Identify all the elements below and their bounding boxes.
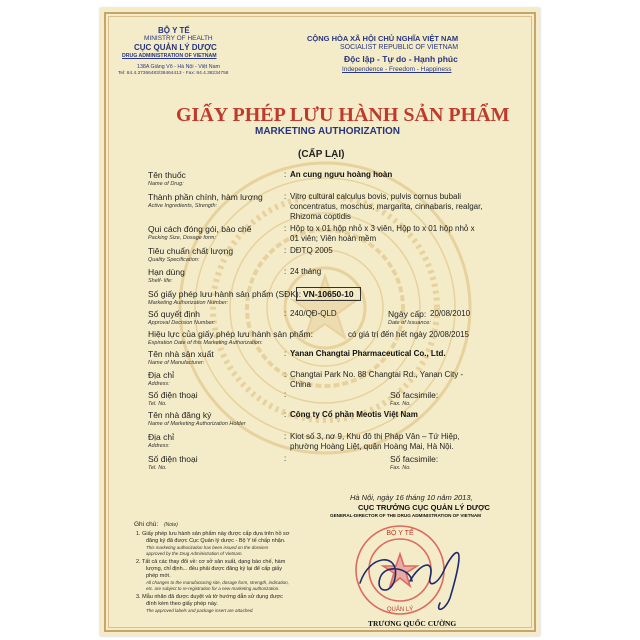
reg-number-value: VN-10650-10 (296, 287, 361, 301)
packing-value-line2: 01 viên; Viên hoàn mềm (290, 234, 377, 243)
republic-name-en: SOCIALIST REPUBLIC OF VIETNAM (340, 44, 459, 51)
packing-label: Qui cách đóng gói, bào chế (148, 224, 252, 234)
reissue-label: (CẤP LẠI) (298, 149, 345, 160)
reg-address-value-line2: phường Hoàng Liệt, quận Hoàng Mai, Hà Nội. (290, 442, 454, 451)
reg-number-label: Số giấy phép lưu hành sản phẩm (SĐK): (148, 289, 302, 299)
manufacturer-value: Yanan Changtai Pharmaceutical Co., Ltd. (290, 349, 446, 358)
reg-fax-sublabel: Fax. No. (390, 465, 411, 471)
quality-label: Tiêu chuẩn chất lượng (148, 246, 234, 256)
department-name-vn: CỤC QUẢN LÝ DƯỢC (134, 43, 217, 52)
note-2-en-line2: etc. are subject to re-registration for a new marketing authorization. (146, 586, 280, 591)
note-2-vn-line1: 2. Tất cả các thay đổi về: cơ sở sản xuất, dạng bào chế, hàm (136, 559, 286, 565)
drug-name-sublabel: Name of Drug: (148, 181, 184, 187)
reg-address-label: Địa chỉ (148, 432, 174, 442)
decision-sublabel: Approval Decision Number: (148, 320, 215, 326)
svg-text:QUẢN LÝ: QUẢN LÝ (386, 607, 414, 613)
note-1-en-line2: approved by the Drug Administration of Vietnam. (146, 551, 243, 556)
registrant-value: Công ty Cổ phần Meotis Việt Nam (290, 410, 418, 419)
validity-sublabel: Expiration Date of this Marketing Authorization: (148, 340, 263, 346)
ministry-name-vn: BỘ Y TẾ (158, 26, 190, 35)
mfr-phone-sublabel: Tel. No. (148, 401, 167, 407)
mfr-address-value-line2: China (290, 380, 311, 389)
mfr-phone-label: Số điện thoại (148, 390, 198, 400)
note-3-vn-line1: 3. Mẫu nhãn đã được duyệt và tờ hướng dẫn sử dụng được (136, 594, 283, 600)
ministry-address: 138A Giảng Võ - Hà Nội - Việt Nam (137, 64, 220, 70)
shelf-life-sublabel: Shelf- life: (148, 278, 173, 284)
ingredients-value-line2: concentratus, moschus, margarita, cinnabaris, realgar, (290, 202, 483, 211)
note-2-vn-line3: phép mới. (146, 573, 171, 579)
motto-en: Independence - Freedom - Happiness (342, 66, 452, 73)
note-1-en-line1: This marketing authorization has been issued on the dossiers (146, 545, 269, 550)
validity-label: Hiệu lực của giấy phép lưu hành sản phẩm: (148, 329, 313, 339)
ingredients-label: Thành phần chính, hàm lượng (148, 192, 263, 202)
ministry-name-en: MINISTRY OF HEALTH (144, 35, 213, 42)
signer-title-vn: CỤC TRƯỞNG CỤC QUẢN LÝ DƯỢC (358, 503, 490, 512)
notes-header: Ghi chú: (134, 521, 159, 528)
note-1-vn-line2: đăng ký đã được Cục Quản lý dược - Bộ Y tế chấp nhận. (146, 538, 286, 544)
note-1-vn-line1: 1. Giấy phép lưu hành sản phẩm này được cấp dựa trên hồ sơ (136, 531, 290, 537)
ministry-phone: Tel: 84.4.37366483/38464413 - Fax: 84.4.38234758 (118, 71, 229, 76)
issue-date-sublabel: Date of Issuance: (388, 320, 431, 326)
quality-value: DĐTQ 2005 (290, 246, 333, 255)
note-2-vn-line2: lượng, chỉ định... đều phải được đăng ký lại để cấp giấy (146, 566, 282, 572)
place-date: Hà Nội, ngày 16 tháng 10 năm 2013, (350, 493, 473, 502)
notes-header-sub: (Note) (164, 522, 178, 528)
reg-phone-label: Số điện thoại (148, 454, 198, 464)
mfr-address-sublabel: Address: (148, 381, 170, 387)
manufacturer-label: Tên nhà sản xuất (148, 349, 214, 359)
shelf-life-label: Hạn dùng (148, 267, 185, 277)
shelf-life-value: 24 tháng (290, 267, 322, 276)
mfr-fax-label: Số facsimile: (390, 390, 439, 400)
quality-sublabel: Quality Specification: (148, 257, 200, 263)
mfr-address-label: Địa chỉ (148, 370, 174, 380)
ingredients-value-line3: Rhizoma coptidis (290, 212, 351, 221)
packing-value-line1: Hộp to x 01 hộp nhỏ x 3 viên, Hộp to x 01 hộp nhỏ x (290, 224, 475, 233)
ingredients-sublabel: Active Ingredients, Strength: (148, 203, 218, 209)
note-3-en: The approved labels and package insert are attached. (146, 608, 254, 613)
republic-name-vn: CỘNG HÒA XÃ HỘI CHỦ NGHĨA VIỆT NAM (307, 34, 459, 43)
packing-sublabel: Packing Size, Dosage form: (148, 235, 216, 241)
drug-name-value: An cung ngưu hoàng hoàn (290, 170, 393, 179)
reg-phone-sublabel: Tel. No. (148, 465, 167, 471)
issue-date-value: 20/08/2010 (430, 309, 471, 318)
department-name-en: DRUG ADMINISTRATION OF VIETNAM (122, 53, 217, 59)
note-3-vn-line2: đính kèm theo giấy phép này. (146, 601, 218, 607)
signer-name: TRƯƠNG QUỐC CƯỜNG (368, 619, 457, 628)
issue-date-label: Ngày cấp: (388, 309, 427, 319)
mfr-address-value-line1: Changtai Park No. 88 Changtai Rd., Yanan City - (290, 370, 464, 379)
validity-value: có giá trị đến hết ngày 20/08/2015 (348, 330, 469, 339)
registrant-label: Tên nhà đăng ký (148, 410, 212, 420)
registrant-sublabel: Name of Marketing Authorization Holder (148, 421, 246, 427)
authorization-document: BỘ Y TẾ MINISTRY OF HEALTH CỤC QUẢN LÝ DƯỢC DRUG ADMINISTRATION OF VIETNAM 138A Giảng Võ - Hà Nội - Việt Nam Tel: 84.4.37366483/38464413 - Fax: 84.4.38234758 CỘNG HÒA XÃ HỘI CHỦ NGHĨA VIỆT NAM SOCIALIST REPUBLIC OF VIETNAM Độc lập - Tự do - Hạnh phúc Independence - Freedom - Happiness GIẤY PHÉP LƯU HÀNH SẢN PHẨM MARKETING AUTHORIZATION (CẤP LẠI) Tên thuốc Name of Drug: : An cung ngưu hoàng hoàn Thành phần chính, hàm lượng Active Ingredients, Strength: : Vitro cultural calculus bovis, pulvis cornus bubali concentratus, moschus, margarita, cinnabaris, realgar, Rhizoma coptidis Qui cách đóng gói, bào chế Packing Size, Dosage form: : Hộp to x 01 hộp nhỏ x 3 viên, Hộp to x 01 hộp nhỏ x 01 viên; Viên hoàn mềm Tiêu chuẩn chất lượng Quality Specification: : DĐTQ 2005 Hạn dùng Shelf- life: : 24 tháng Số giấy phép lưu hành sản phẩm (SĐK): Marketing Authorization Number: VN-10650-10 Số quyết định Approval Decision Number: : 240/QĐ-QLD Ngày cấp: 20/08/2010 Date of Issuance: Hiệu lực của giấy phép lưu hành sản phẩm: có giá trị đến hết ngày 20/08/2015 Expiration Date of this Marketing Authorization: Tên nhà sản xuất Name of Manufacturer: : Yanan Changtai Pharmaceutical Co., Ltd. Địa chỉ Address: : Changtai Park No. 88 Changtai Rd., Yanan City - China Số điện thoại Tel. No. : Số facsimile: Fax. No. Tên nhà đăng ký Name of Marketing Authorization Holder : Công ty Cổ phần Meotis Việt Nam Địa chỉ Address: : Kiot số 3, nơ 9, Khu đô thị Pháp Vân – Tứ Hiệp, phường Hoàng Liệt, quận Hoàng Mai, Hà Nội. Số điện thoại Tel. No. : Số facsimile: Fax. No. Hà Nội, ngày 16 tháng 10 năm 2013, CỤC TRƯỞNG CỤC QUẢN LÝ DƯỢC GENERAL-DIRECTOR OF THE DRUG ADMINISTRATION OF VIETNAM BỘ Y TẾ QUẢN LÝ TRƯƠNG QUỐC CƯỜNG Ghi chú: (Note) 1. Giấy phép lưu hành sản phẩm này được cấp dựa trên hồ sơ đăng ký đã được Cục Quản lý dược - Bộ Y tế chấp nhận. This marketing authorization has been issued on the dossiers approved by the Drug Administration of Vietnam. 2. Tất cả các thay đổi về: cơ sở sản xuất, dạng bào chế, hàm lượng, chỉ định... đều phải được đăng ký lại để cấp giấy phép mới. All changes to the manufacturing site, dosage form, strength, indication, etc. are subject to re-registration for a new marketing authorization. 3. Mẫu nhãn đã được duyệt và tờ hướng dẫn sử dụng được đính kèm theo giấy phép này. The approved labels and package insert are attached. (100, 8, 540, 636)
motto-vn: Độc lập - Tự do - Hạnh phúc (344, 54, 458, 64)
decision-value: 240/QĐ-QLD (290, 309, 337, 318)
document-subtitle: MARKETING AUTHORIZATION (255, 126, 400, 137)
drug-name-label: Tên thuốc (148, 170, 186, 180)
manufacturer-sublabel: Name of Manufacturer: (148, 360, 205, 366)
reg-address-sublabel: Address: (148, 443, 170, 449)
ingredients-value-line1: Vitro cultural calculus bovis, pulvis cornus bubali (290, 192, 462, 201)
svg-text:BỘ Y TẾ: BỘ Y TẾ (386, 530, 414, 537)
reg-address-value-line1: Kiot số 3, nơ 9, Khu đô thị Pháp Vân – Tứ Hiệp, (290, 432, 460, 441)
signature-icon (340, 523, 480, 618)
reg-number-sublabel: Marketing Authorization Number: (148, 300, 229, 306)
mfr-fax-sublabel: Fax. No. (390, 401, 411, 407)
decision-label: Số quyết định (148, 309, 200, 319)
reg-fax-label: Số facsimile: (390, 454, 439, 464)
document-title: GIẤY PHÉP LƯU HÀNH SẢN PHẨM (176, 104, 510, 126)
note-2-en-line1: All changes to the manufacturing site, dosage form, strength, indication, (146, 580, 289, 585)
signer-title-en: GENERAL-DIRECTOR OF THE DRUG ADMINISTRATION OF VIETNAM (330, 513, 481, 518)
